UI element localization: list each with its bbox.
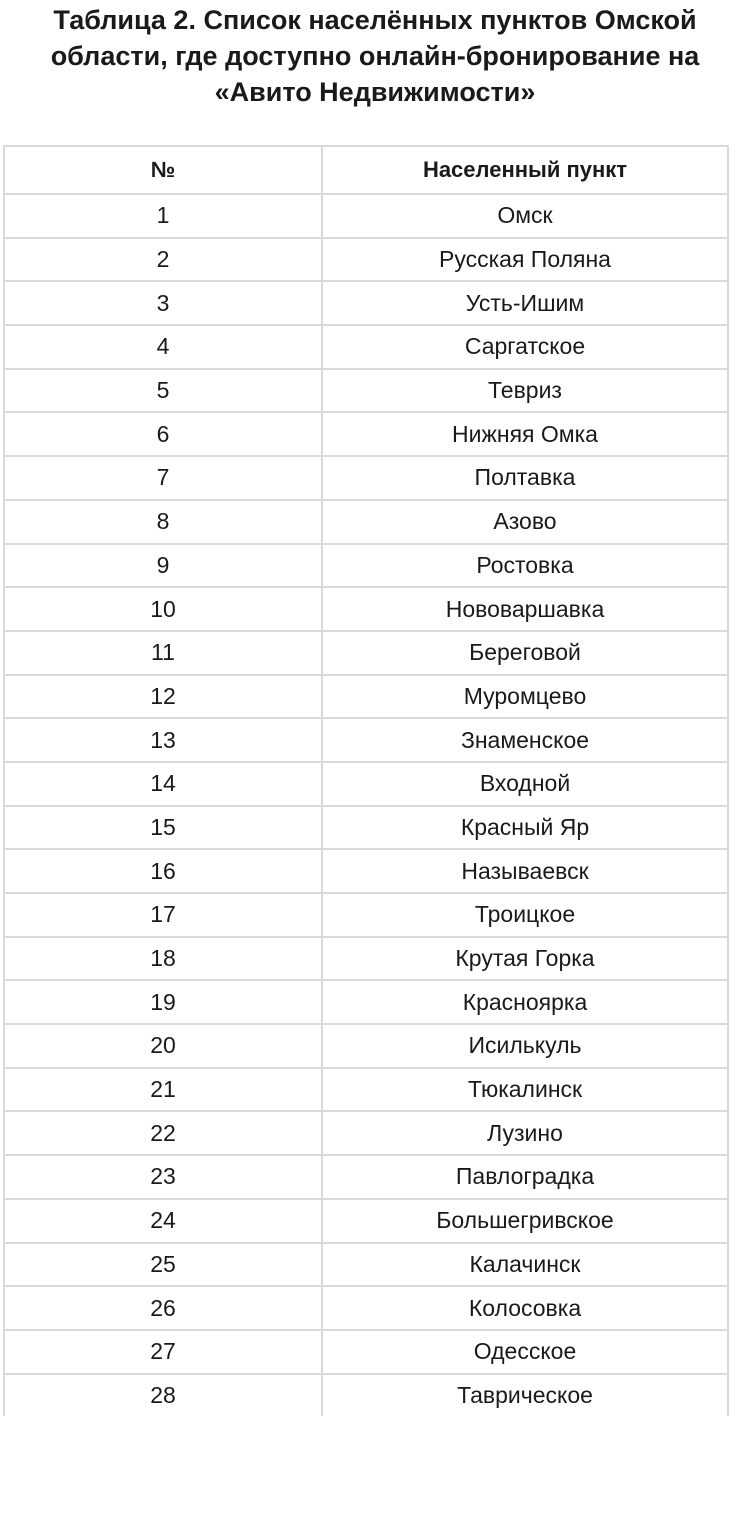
table-row: [4, 718, 728, 762]
settlement-name-cell: Таврическое: [322, 1374, 728, 1416]
row-number-cell: 22: [4, 1111, 322, 1155]
row-number-cell: 3: [4, 281, 322, 325]
table-row: [4, 1199, 728, 1243]
settlement-name-cell: Азово: [322, 500, 728, 544]
caption-line-3: «Авито Недвижимости»: [214, 77, 536, 107]
row-number-cell: 18: [4, 937, 322, 981]
settlement-name-cell: Береговой: [322, 631, 728, 675]
settlement-name-cell: Ростовка: [322, 544, 728, 588]
table-row: [4, 281, 728, 325]
settlement-name-cell: Нововаршавка: [322, 587, 728, 631]
column-header-number: №: [4, 146, 322, 194]
table-row: [4, 412, 728, 456]
settlement-name-cell: Колосовка: [322, 1286, 728, 1330]
row-number-cell: 10: [4, 587, 322, 631]
row-number-cell: 13: [4, 718, 322, 762]
row-number-cell: 7: [4, 456, 322, 500]
table-row: [4, 194, 728, 238]
settlements-table: [3, 145, 729, 1416]
settlement-name-cell: Называевск: [322, 849, 728, 893]
table-row: [4, 1155, 728, 1199]
row-number-cell: 6: [4, 412, 322, 456]
table-row: [4, 456, 728, 500]
row-number-cell: 15: [4, 806, 322, 850]
table-row: [4, 500, 728, 544]
table-row: [4, 1330, 728, 1374]
settlement-name-cell: Большегривское: [322, 1199, 728, 1243]
row-number-cell: 5: [4, 369, 322, 413]
settlement-name-cell: Полтавка: [322, 456, 728, 500]
settlement-name-cell: Входной: [322, 762, 728, 806]
table-row: [4, 1068, 728, 1112]
row-number-cell: 25: [4, 1243, 322, 1287]
settlement-name-cell: Русская Поляна: [322, 238, 728, 282]
row-number-cell: 12: [4, 675, 322, 719]
table-row: [4, 1111, 728, 1155]
row-number-cell: 1: [4, 194, 322, 238]
table-row: [4, 544, 728, 588]
caption-line-2: области, где доступно онлайн-бронирование на: [50, 41, 700, 71]
row-number-cell: 20: [4, 1024, 322, 1068]
settlement-name-cell: Калачинск: [322, 1243, 728, 1287]
table-row: [4, 238, 728, 282]
table-body: [4, 194, 728, 1416]
row-number-cell: 27: [4, 1330, 322, 1374]
settlement-name-cell: Усть-Ишим: [322, 281, 728, 325]
table-header-row: [4, 146, 728, 194]
settlement-name-cell: Нижняя Омка: [322, 412, 728, 456]
table-row: [4, 1243, 728, 1287]
table-row: [4, 1374, 728, 1416]
table-row: [4, 980, 728, 1024]
row-number-cell: 4: [4, 325, 322, 369]
settlement-name-cell: Одесское: [322, 1330, 728, 1374]
settlement-name-cell: Лузино: [322, 1111, 728, 1155]
settlement-name-cell: Тевриз: [322, 369, 728, 413]
table-row: [4, 893, 728, 937]
row-number-cell: 2: [4, 238, 322, 282]
table-row: [4, 1286, 728, 1330]
table-row: [4, 1024, 728, 1068]
row-number-cell: 14: [4, 762, 322, 806]
row-number-cell: 21: [4, 1068, 322, 1112]
settlement-name-cell: Омск: [322, 194, 728, 238]
table-caption: [0, 0, 750, 118]
settlement-name-cell: Тюкалинск: [322, 1068, 728, 1112]
row-number-cell: 16: [4, 849, 322, 893]
settlement-name-cell: Муромцево: [322, 675, 728, 719]
table-row: [4, 631, 728, 675]
table-row: [4, 675, 728, 719]
table-row: [4, 806, 728, 850]
caption-line-1: Таблица 2. Список населённых пунктов Омской: [53, 5, 697, 35]
table-row: [4, 587, 728, 631]
settlement-name-cell: Исилькуль: [322, 1024, 728, 1068]
table-row: [4, 937, 728, 981]
column-header-settlement: Населенный пункт: [322, 146, 728, 194]
table-row: [4, 325, 728, 369]
settlement-name-cell: Красноярка: [322, 980, 728, 1024]
table-row: [4, 849, 728, 893]
row-number-cell: 19: [4, 980, 322, 1024]
row-number-cell: 17: [4, 893, 322, 937]
settlement-name-cell: Знаменское: [322, 718, 728, 762]
table-row: [4, 762, 728, 806]
settlement-name-cell: Саргатское: [322, 325, 728, 369]
row-number-cell: 28: [4, 1374, 322, 1416]
table-row: [4, 369, 728, 413]
settlement-name-cell: Павлоградка: [322, 1155, 728, 1199]
row-number-cell: 23: [4, 1155, 322, 1199]
settlement-name-cell: Троицкое: [322, 893, 728, 937]
settlement-name-cell: Красный Яр: [322, 806, 728, 850]
row-number-cell: 24: [4, 1199, 322, 1243]
settlement-name-cell: Крутая Горка: [322, 937, 728, 981]
row-number-cell: 9: [4, 544, 322, 588]
row-number-cell: 11: [4, 631, 322, 675]
row-number-cell: 8: [4, 500, 322, 544]
row-number-cell: 26: [4, 1286, 322, 1330]
